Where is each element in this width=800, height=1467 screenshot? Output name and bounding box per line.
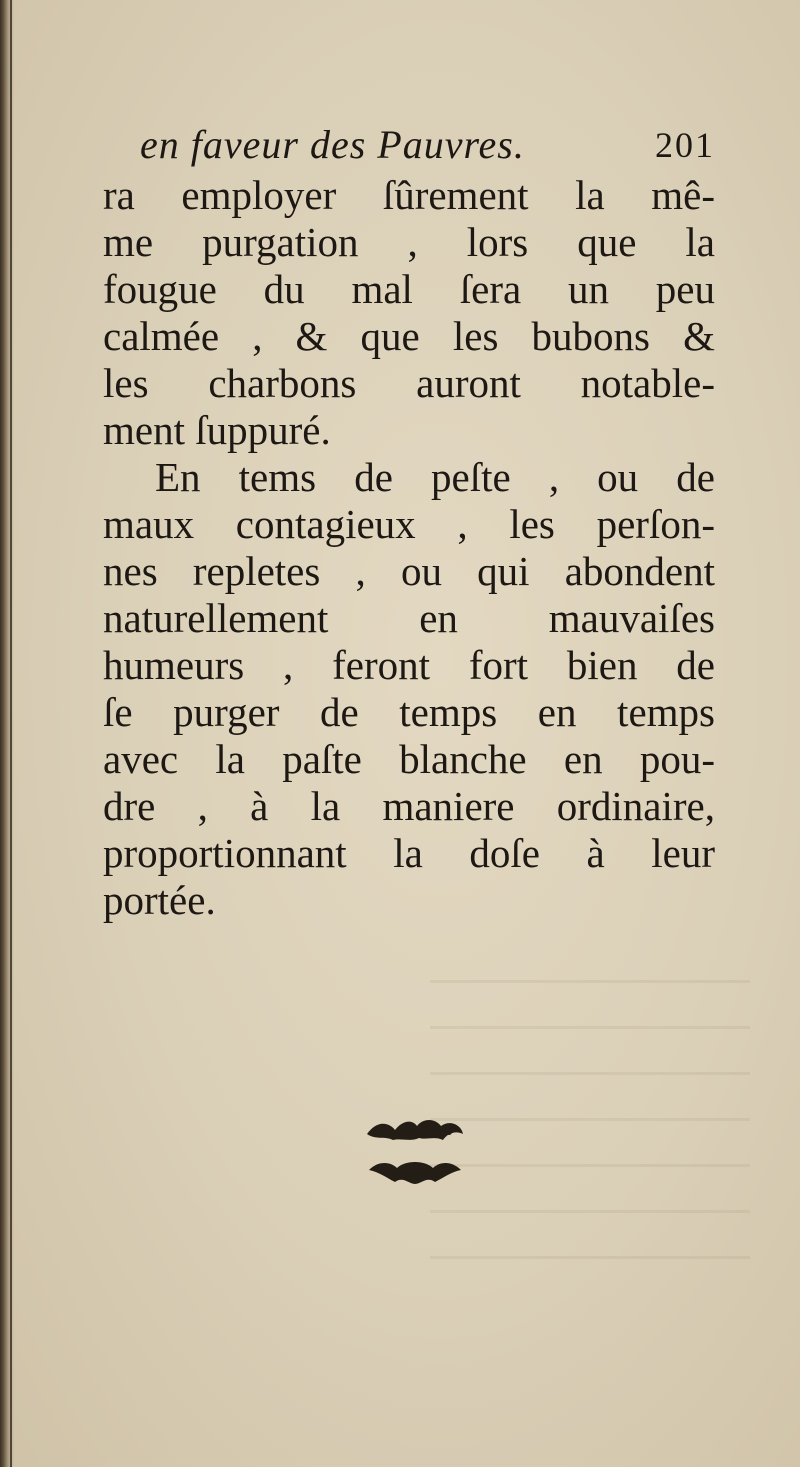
text-line: ſe purger de temps en temps <box>103 689 715 735</box>
text-line: ment ſuppuré. <box>103 407 331 453</box>
body-text <box>103 172 715 924</box>
text-line: naturellement en mauvaiſes <box>103 595 715 641</box>
text-line: fougue du mal ſera un peu <box>103 266 715 312</box>
page-number: 201 <box>655 125 715 165</box>
text-line: maux contagieux , les perſon- <box>103 501 715 547</box>
binding-rule <box>10 0 12 1467</box>
text-line: avec la paſte blanche en pou- <box>103 736 715 782</box>
text-line: proportionnant la doſe à leur <box>103 830 715 876</box>
text-line: humeurs , feront fort bien de <box>103 642 715 688</box>
show-through-text <box>430 980 750 1280</box>
text-line: nes repletes , ou qui abondent <box>103 548 715 594</box>
text-line: En tems de peſte , ou de <box>155 454 715 500</box>
text-line: ra employer ſûrement la mê- <box>103 172 715 218</box>
text-line: dre , à la maniere ordinaire, <box>103 783 715 829</box>
text-line: calmée , & que les bubons & <box>103 313 715 359</box>
text-line: portée. <box>103 877 216 923</box>
text-line: me purgation , lors que la <box>103 219 715 265</box>
text-line: les charbons auront notable- <box>103 360 715 406</box>
running-head-title: en faveur des Pauvres. <box>140 122 525 167</box>
running-head <box>140 120 715 170</box>
tailpiece-ornament-icon <box>355 1112 475 1202</box>
